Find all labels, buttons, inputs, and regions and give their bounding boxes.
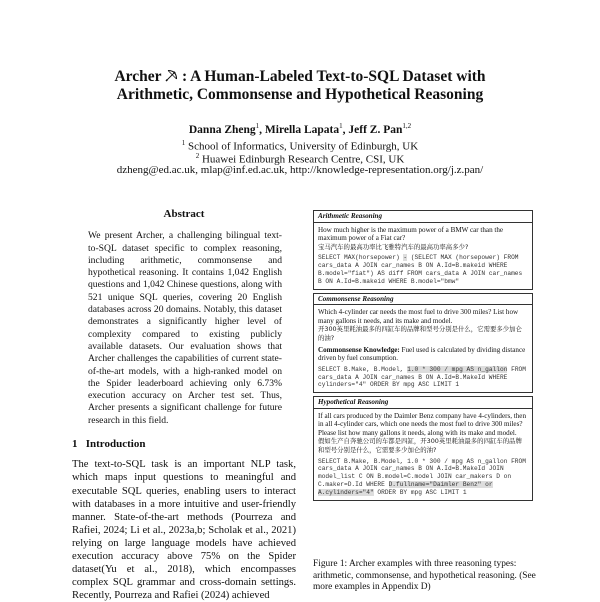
intro-text: The text-to-SQL task is an important NLP task, which maps input questions to meaningful and executable SQL queries, enabling users to interact with databases in a more intuitive and user-friendly manner. State-of-the-art methods (Pourreza and Rafiei, 2024; Li et al., 2023a,b; Scholak et al., 2021) relying on large language models have achieved execution accuracy above 75% on the Spider dataset(Yu et al., 2018), which encompasses complex SQL grammar and cross-domain settings. Recently, Pourreza and Rafiei (2024) achieved xyxy=(72,459,296,602)
author-name: Jeff Z. Pan xyxy=(348,123,403,136)
abstract-text: We present Archer, a challenging bilingual text-to-SQL dataset specific to complex reasoning, including arithmetic, commonsense and hypothetical reasoning. It contains 1,042 English questions and 1,042 Chinese questions, along with 521 unique SQL queries, covering 20 English databases across 20 domains. Notably, this dataset demonstrates a significantly higher level of complexity compared to existing publicly available datasets. Our evaluation shows that Archer challenges the capabilities of current state-of-the-art models, with a high-ranked model on the Spider leaderboard achieving only 6.73% execution accuracy on Archer test set. Thus, Archer presents a significant challenge for future research in this field. xyxy=(88,230,282,426)
question-en: How much higher is the maximum power of a BMW car than the maximum power of a Fiat car? xyxy=(318,225,504,243)
commonsense-knowledge xyxy=(318,346,528,363)
paper-title xyxy=(0,68,600,104)
sql-part: ORDER BY mpg ASC LIMIT 1 xyxy=(373,488,467,496)
knowledge-label: Commonsense Knowledge: xyxy=(318,345,400,354)
section-heading xyxy=(72,438,296,450)
section-number: 1 xyxy=(72,438,78,451)
author-name: Danna Zheng xyxy=(188,123,256,136)
section-title: Introduction xyxy=(85,438,146,451)
title-line-1-rest: : A Human-Labeled Text-to-SQL Dataset with xyxy=(181,68,486,85)
title-line-1 xyxy=(0,68,600,86)
question-en: If all cars produced by the Daimler Benz company have 4-cylinders, then in all 4-cylinder cars, which one needs the most fuel to drive 300 miles? Please list how many gallons it needs, along with its make and model. xyxy=(318,411,527,437)
title-name: Archer xyxy=(114,68,162,85)
sql-part: SELECT MAX(horsepower) xyxy=(318,254,404,262)
sql-part: SELECT B.Make, B.Model, xyxy=(318,365,408,373)
reasoning-box-arithmetic xyxy=(313,210,533,290)
question-en: Which 4-cylinder car needs the most fuel to drive 300 miles? List how many gallons it needs, and its make and model. xyxy=(318,308,519,325)
abstract-heading: Abstract xyxy=(163,208,205,220)
question-zh: 假如生产自奔驰公司的车都是四缸，开300英里耗油最多的四缸车的品牌和型号分别是什么，它需要多少加仑的油? xyxy=(318,437,522,455)
box-heading: Commonsense Reasoning xyxy=(314,294,532,306)
contact-line: dzheng@ed.ac.uk, mlap@inf.ed.ac.uk, http://knowledge-representation.org/j.z.pan/ xyxy=(116,164,484,176)
affiliation-sup: 1 xyxy=(181,139,186,147)
sql-part: (SELECT MAX (horsepower) FROM cars_data A JOIN car_names B ON A.Id=B.makeid WHERE B.model="fiat") AS diff FROM cars_data A JOIN car_names B ON A.Id=B.makeid WHERE B.model="bmw" xyxy=(318,254,523,285)
sql-highlight: D.fullname="Daimler Benz" or A.cylinders="4" xyxy=(318,481,493,496)
left-column xyxy=(72,208,296,602)
sql-query xyxy=(318,366,528,389)
affiliation-text: School of Informatics, University of Edinburgh, UK xyxy=(188,140,419,153)
author-list: Danna Zheng$^1$, Mirella Lapata$^1$, Jeff Z. Pan$^{1,2}$ xyxy=(188,122,412,136)
sql-highlight: - xyxy=(403,254,408,262)
title-line-2: Arithmetic, Commonsense and Hypothetical Reasoning xyxy=(116,86,484,103)
affiliation-text: Huawei Edinburgh Research Centre, CSI, UK xyxy=(201,153,405,166)
sql-part: SELECT B.Make, B.Model, 1.0 * 300 / mpg AS n_gallon FROM cars_data A JOIN car_names B ON A.Id=B.MakeId JOIN model_list C ON B.model=C.model JOIN car_makers D on C.maker=D.Id WHERE xyxy=(318,457,526,489)
sql-highlight: 1.0 * 300 / mpg AS n_gallon xyxy=(407,365,508,373)
reasoning-box-commonsense xyxy=(313,293,533,394)
sql-part: FROM cars_data A JOIN car_names B ON A.Id=B.MakeId WHERE cylinders="4" ORDER BY mpg ASC LIMIT 1 xyxy=(318,365,526,389)
figure-caption: Figure 1: Archer examples with three reasoning types: arithmetic, commonsense, and hypothetical reasoning. (See more examples in Appendix D) xyxy=(313,559,536,593)
affiliation-sup: 2 xyxy=(195,152,200,160)
box-heading: Arithmetic Reasoning xyxy=(314,211,532,223)
question-zh: 宝马汽车的最高功率比飞雅特汽车的最高功率高多少? xyxy=(318,242,469,251)
figure-1 xyxy=(313,210,533,504)
author-sup: 1 xyxy=(255,122,260,130)
sql-query xyxy=(318,254,528,285)
author-sup: 1,2 xyxy=(402,122,412,130)
author-sup: 1 xyxy=(339,122,343,130)
bow-and-arrow-icon xyxy=(165,69,178,82)
box-heading: Hypothetical Reasoning xyxy=(314,397,532,409)
question-zh: 开300英里耗油最多的四缸车的品牌和型号分别是什么，它需要多少加仑的油? xyxy=(318,325,522,342)
author-name: Mirella Lapata xyxy=(264,123,340,136)
reasoning-box-hypothetical xyxy=(313,396,533,501)
sql-query xyxy=(318,458,528,497)
knowledge-text: Fuel used is calculated by dividing distance driven by fuel consumption. xyxy=(318,345,526,363)
